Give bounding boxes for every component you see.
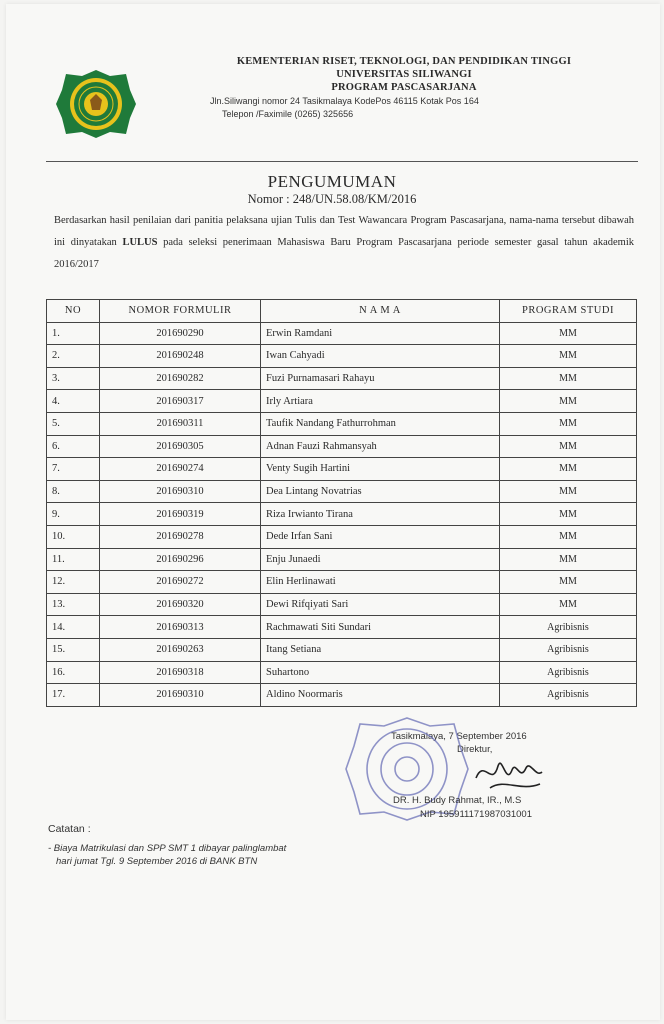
student-name: Rachmawati Siti Sundari — [261, 616, 500, 639]
row-number: 13. — [47, 593, 100, 616]
student-name: Venty Sugih Hartini — [261, 458, 500, 481]
table-row — [47, 638, 637, 661]
table-row — [47, 390, 637, 413]
row-number: 10. — [47, 525, 100, 548]
table-row — [47, 661, 637, 684]
study-program: MM — [500, 345, 637, 368]
form-number: 201690272 — [100, 571, 261, 594]
row-number: 9. — [47, 503, 100, 526]
table-row — [47, 616, 637, 639]
student-name: Taufik Nandang Fathurrohman — [261, 412, 500, 435]
study-program: MM — [500, 412, 637, 435]
table-row — [47, 593, 637, 616]
study-program: MM — [500, 571, 637, 594]
study-program: MM — [500, 322, 637, 345]
university-logo — [54, 68, 138, 140]
student-name: Itang Setiana — [261, 638, 500, 661]
signer-role: Direktur, — [457, 744, 493, 755]
table-row — [47, 684, 637, 707]
signer-nip: NIP 195911171987031001 — [420, 809, 532, 820]
student-name: Enju Junaedi — [261, 548, 500, 571]
student-name: Fuzi Purnamasari Rahayu — [261, 367, 500, 390]
study-program: MM — [500, 548, 637, 571]
study-program: MM — [500, 503, 637, 526]
student-name: Suhartono — [261, 661, 500, 684]
table-row — [47, 435, 637, 458]
study-program: Agribisnis — [500, 684, 637, 707]
form-number: 201690320 — [100, 593, 261, 616]
ministry-name: KEMENTERIAN RISET, TEKNOLOGI, DAN PENDIDIKAN TINGGI — [236, 56, 572, 67]
form-number: 201690311 — [100, 412, 261, 435]
table-row — [47, 412, 637, 435]
phone: Telepon /Faximile (0265) 325656 — [222, 109, 354, 119]
student-name: Erwin Ramdani — [261, 322, 500, 345]
study-program: MM — [500, 435, 637, 458]
study-program: MM — [500, 525, 637, 548]
row-number: 1. — [47, 322, 100, 345]
form-number: 201690319 — [100, 503, 261, 526]
signature-scribble — [470, 748, 550, 794]
form-number: 201690313 — [100, 616, 261, 639]
study-program: MM — [500, 390, 637, 413]
header-form: NOMOR FORMULIR — [100, 300, 261, 323]
row-number: 4. — [47, 390, 100, 413]
page-title: PENGUMUMAN — [267, 172, 397, 191]
form-number: 201690296 — [100, 548, 261, 571]
study-program: MM — [500, 458, 637, 481]
signer-name: DR. H. Budy Rahmat, IR., M.S — [393, 795, 522, 806]
student-name: Iwan Cahyadi — [261, 345, 500, 368]
notes-label: Catatan : — [48, 823, 91, 835]
row-number: 6. — [47, 435, 100, 458]
form-number: 201690290 — [100, 322, 261, 345]
study-program: Agribisnis — [500, 661, 637, 684]
table-row — [47, 322, 637, 345]
header-prog: PROGRAM STUDI — [500, 300, 637, 323]
table-row — [47, 525, 637, 548]
table-row — [47, 367, 637, 390]
row-number: 14. — [47, 616, 100, 639]
form-number: 201690274 — [100, 458, 261, 481]
form-number: 201690318 — [100, 661, 261, 684]
notes-line-1: - Biaya Matrikulasi dan SPP SMT 1 dibayar palinglambat — [48, 843, 287, 854]
program-name: PROGRAM PASCASARJANA — [331, 82, 477, 93]
table-row — [47, 345, 637, 368]
table-header-row — [47, 300, 637, 323]
letterhead — [210, 55, 594, 121]
study-program: Agribisnis — [500, 616, 637, 639]
form-number: 201690282 — [100, 367, 261, 390]
table-row — [47, 548, 637, 571]
header-divider — [46, 161, 638, 162]
row-number: 12. — [47, 571, 100, 594]
study-program: MM — [500, 593, 637, 616]
notes-line-2: hari jumat Tgl. 9 September 2016 di BANK BTN — [56, 856, 258, 867]
table-row — [47, 480, 637, 503]
row-number: 11. — [47, 548, 100, 571]
row-number: 3. — [47, 367, 100, 390]
intro-text-after: pada seleksi penerimaan Mahasiswa Baru Program Pascasarjana periode semester gasal tahun akademik 2016/2017 — [54, 237, 634, 270]
row-number: 15. — [47, 638, 100, 661]
row-number: 7. — [47, 458, 100, 481]
official-stamp — [342, 714, 472, 824]
form-number: 201690278 — [100, 525, 261, 548]
intro-text-before: Berdasarkan hasil penilaian dari panitia pelaksana ujian Tulis dan Test Wawancara Program Pascasarjana, nama-nama tersebut dibawah ini dinyatakan — [54, 215, 634, 248]
row-number: 5. — [47, 412, 100, 435]
study-program: MM — [500, 480, 637, 503]
row-number: 16. — [47, 661, 100, 684]
row-number: 2. — [47, 345, 100, 368]
study-program: Agribisnis — [500, 638, 637, 661]
student-name: Aldino Noormaris — [261, 684, 500, 707]
student-name: Riza Irwianto Tirana — [261, 503, 500, 526]
row-number: 17. — [47, 684, 100, 707]
student-name: Dede Irfan Sani — [261, 525, 500, 548]
form-number: 201690310 — [100, 684, 261, 707]
form-number: 201690305 — [100, 435, 261, 458]
form-number: 201690317 — [100, 390, 261, 413]
row-number: 8. — [47, 480, 100, 503]
student-name: Dea Lintang Novatrias — [261, 480, 500, 503]
intro-paragraph — [54, 210, 634, 276]
student-name: Elin Herlinawati — [261, 571, 500, 594]
form-number: 201690263 — [100, 638, 261, 661]
results-table — [46, 299, 637, 707]
student-name: Adnan Fauzi Rahmansyah — [261, 435, 500, 458]
form-number: 201690310 — [100, 480, 261, 503]
table-row — [47, 503, 637, 526]
table-row — [47, 571, 637, 594]
place-date: Tasikmalaya, 7 September 2016 — [391, 731, 527, 742]
intro-text-bold: LULUS — [122, 237, 158, 248]
student-name: Irly Artiara — [261, 390, 500, 413]
table-row — [47, 458, 637, 481]
university-name: UNIVERSITAS SILIWANGI — [336, 69, 472, 80]
header-nama: N A M A — [261, 300, 500, 323]
address: Jln.Siliwangi nomor 24 Tasikmalaya KodePos 46115 Kotak Pos 164 — [210, 96, 479, 106]
student-name: Dewi Rifqiyati Sari — [261, 593, 500, 616]
announcement-number: Nomor : 248/UN.58.08/KM/2016 — [247, 192, 417, 206]
header-no: NO — [47, 300, 100, 323]
form-number: 201690248 — [100, 345, 261, 368]
study-program: MM — [500, 367, 637, 390]
